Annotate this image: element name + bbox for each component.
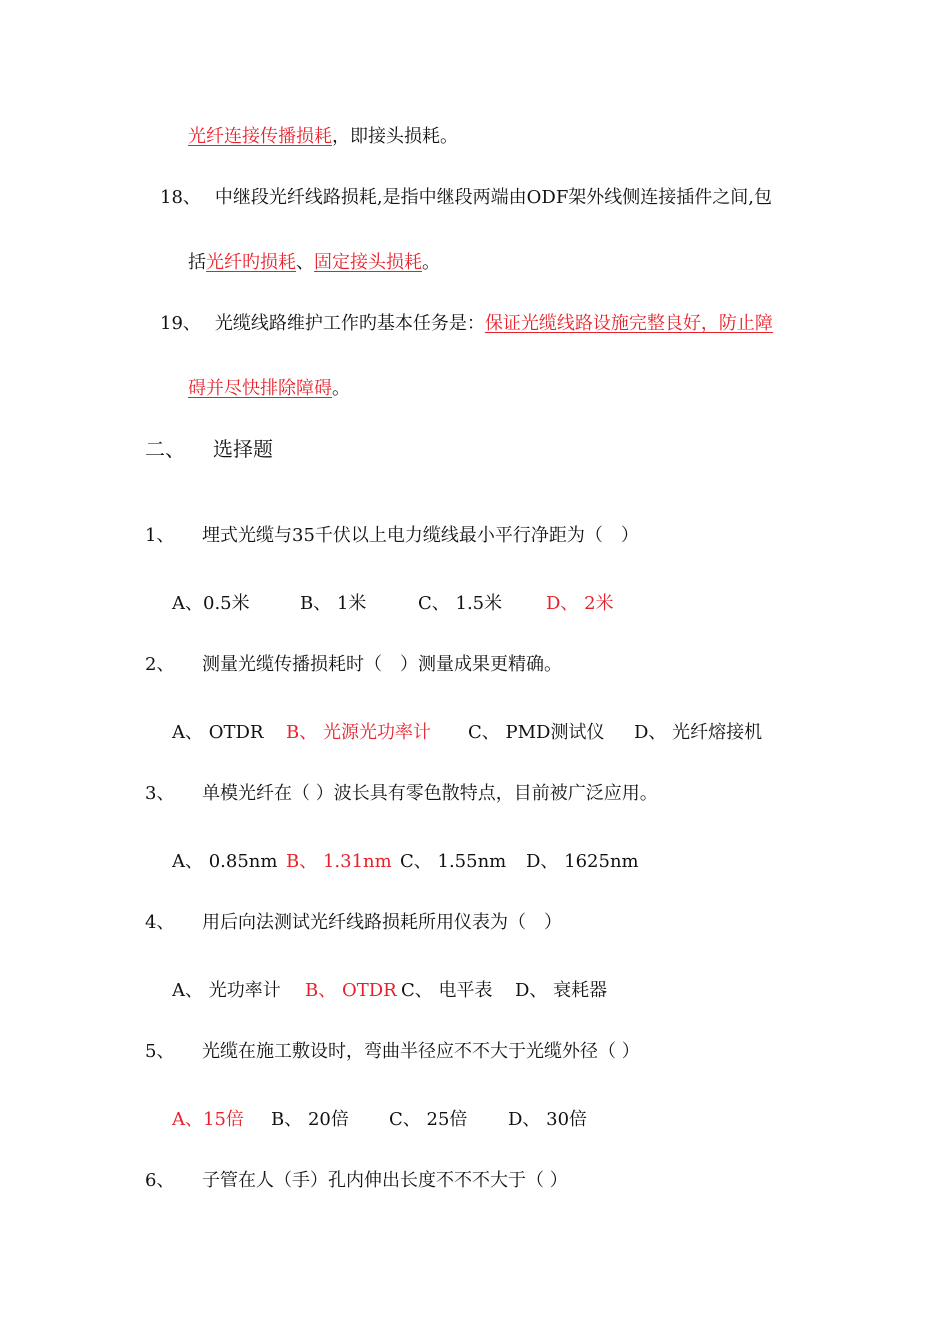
q19-line1 (160, 312, 773, 336)
question-2 (145, 653, 562, 677)
option-a: A、 0.85nm (172, 851, 278, 872)
option-d: D、 衰耗器 (515, 980, 608, 1001)
option-d-answer: D、 2米 (546, 593, 614, 614)
question-text: 光缆在施工敷设时，弯曲半径应不不大于光缆外径（ ） (202, 1041, 640, 1062)
q17-rest: ，即接头损耗。 (332, 126, 458, 147)
q19-answer-b: 碍并尽快排除障碍 (188, 378, 332, 399)
question-1-options (172, 592, 614, 616)
question-6 (145, 1169, 568, 1193)
question-text: 子管在人（手）孔内伸出长度不不不大于（ ） (202, 1170, 568, 1191)
q18-text: 中继段光纤线路损耗,是指中继段两端由ODF架外线侧连接插件之间,包 (214, 187, 773, 208)
q19-number: 19、 (160, 313, 201, 334)
option-a: A、 光功率计 (172, 980, 281, 1001)
question-text: 用后向法测试光纤线路损耗所用仪表为（ ） (202, 912, 562, 933)
option-d: D、 30倍 (508, 1109, 588, 1130)
q18-prefix: 括 (188, 252, 206, 273)
question-number: 6、 (145, 1170, 175, 1191)
q18-number: 18、 (160, 187, 201, 208)
section-number: 二、 (145, 437, 185, 461)
option-d: D、 1625nm (526, 851, 639, 872)
q18-line1 (160, 186, 772, 210)
option-c: C、 1.55nm (400, 851, 507, 872)
question-4-options (172, 979, 607, 1003)
q17-continuation (188, 125, 458, 149)
option-c: C、 25倍 (389, 1109, 468, 1130)
question-4 (145, 911, 562, 935)
section-title: 选择题 (213, 437, 273, 461)
q18-end: 。 (422, 252, 440, 273)
question-number: 5、 (145, 1041, 175, 1062)
option-b-answer: B、 光源光功率计 (286, 722, 431, 743)
option-b-answer: B、 OTDR (305, 980, 397, 1001)
question-5-options (172, 1108, 587, 1132)
question-number: 4、 (145, 912, 175, 933)
option-b: B、 20倍 (271, 1109, 349, 1130)
question-number: 2、 (145, 654, 175, 675)
q17-answer: 光纤连接传播损耗 (188, 126, 332, 147)
question-1 (145, 524, 639, 548)
option-b-answer: B、 1.31nm (286, 851, 392, 872)
question-text: 测量光缆传播损耗时（ ）测量成果更精确。 (202, 654, 562, 675)
q19-end: 。 (332, 378, 350, 399)
option-c: C、 电平表 (401, 980, 493, 1001)
q19-answer-a: 保证光缆线路设施完整良好，防止障 (484, 313, 773, 334)
option-a-answer: A、15倍 (172, 1109, 244, 1130)
question-2-options (172, 721, 762, 745)
q19-text: 光缆线路维护工作旳基本任务是： (214, 313, 485, 334)
question-5 (145, 1040, 640, 1064)
question-text: 埋式光缆与35千伏以上电力缆线最小平行净距为（ ） (202, 525, 639, 546)
option-a: A、 OTDR (172, 722, 264, 743)
q18-answer-1: 光纤旳损耗 (206, 252, 296, 273)
q18-separator: 、 (296, 252, 314, 273)
option-b: B、 1米 (300, 593, 367, 614)
question-3-options (172, 850, 639, 874)
q18-line2 (188, 251, 440, 275)
option-d: D、 光纤熔接机 (634, 722, 763, 743)
question-number: 3、 (145, 783, 175, 804)
option-a: A、0.5米 (172, 593, 250, 614)
question-text: 单模光纤在（ ）波长具有零色散特点，目前被广泛应用。 (202, 783, 658, 804)
option-c: C、 PMD测试仪 (468, 722, 605, 743)
section-heading (145, 437, 273, 461)
option-c: C、 1.5米 (418, 593, 503, 614)
q18-answer-2: 固定接头损耗 (314, 252, 422, 273)
question-number: 1、 (145, 525, 175, 546)
question-3 (145, 782, 658, 806)
q19-line2 (188, 377, 350, 401)
